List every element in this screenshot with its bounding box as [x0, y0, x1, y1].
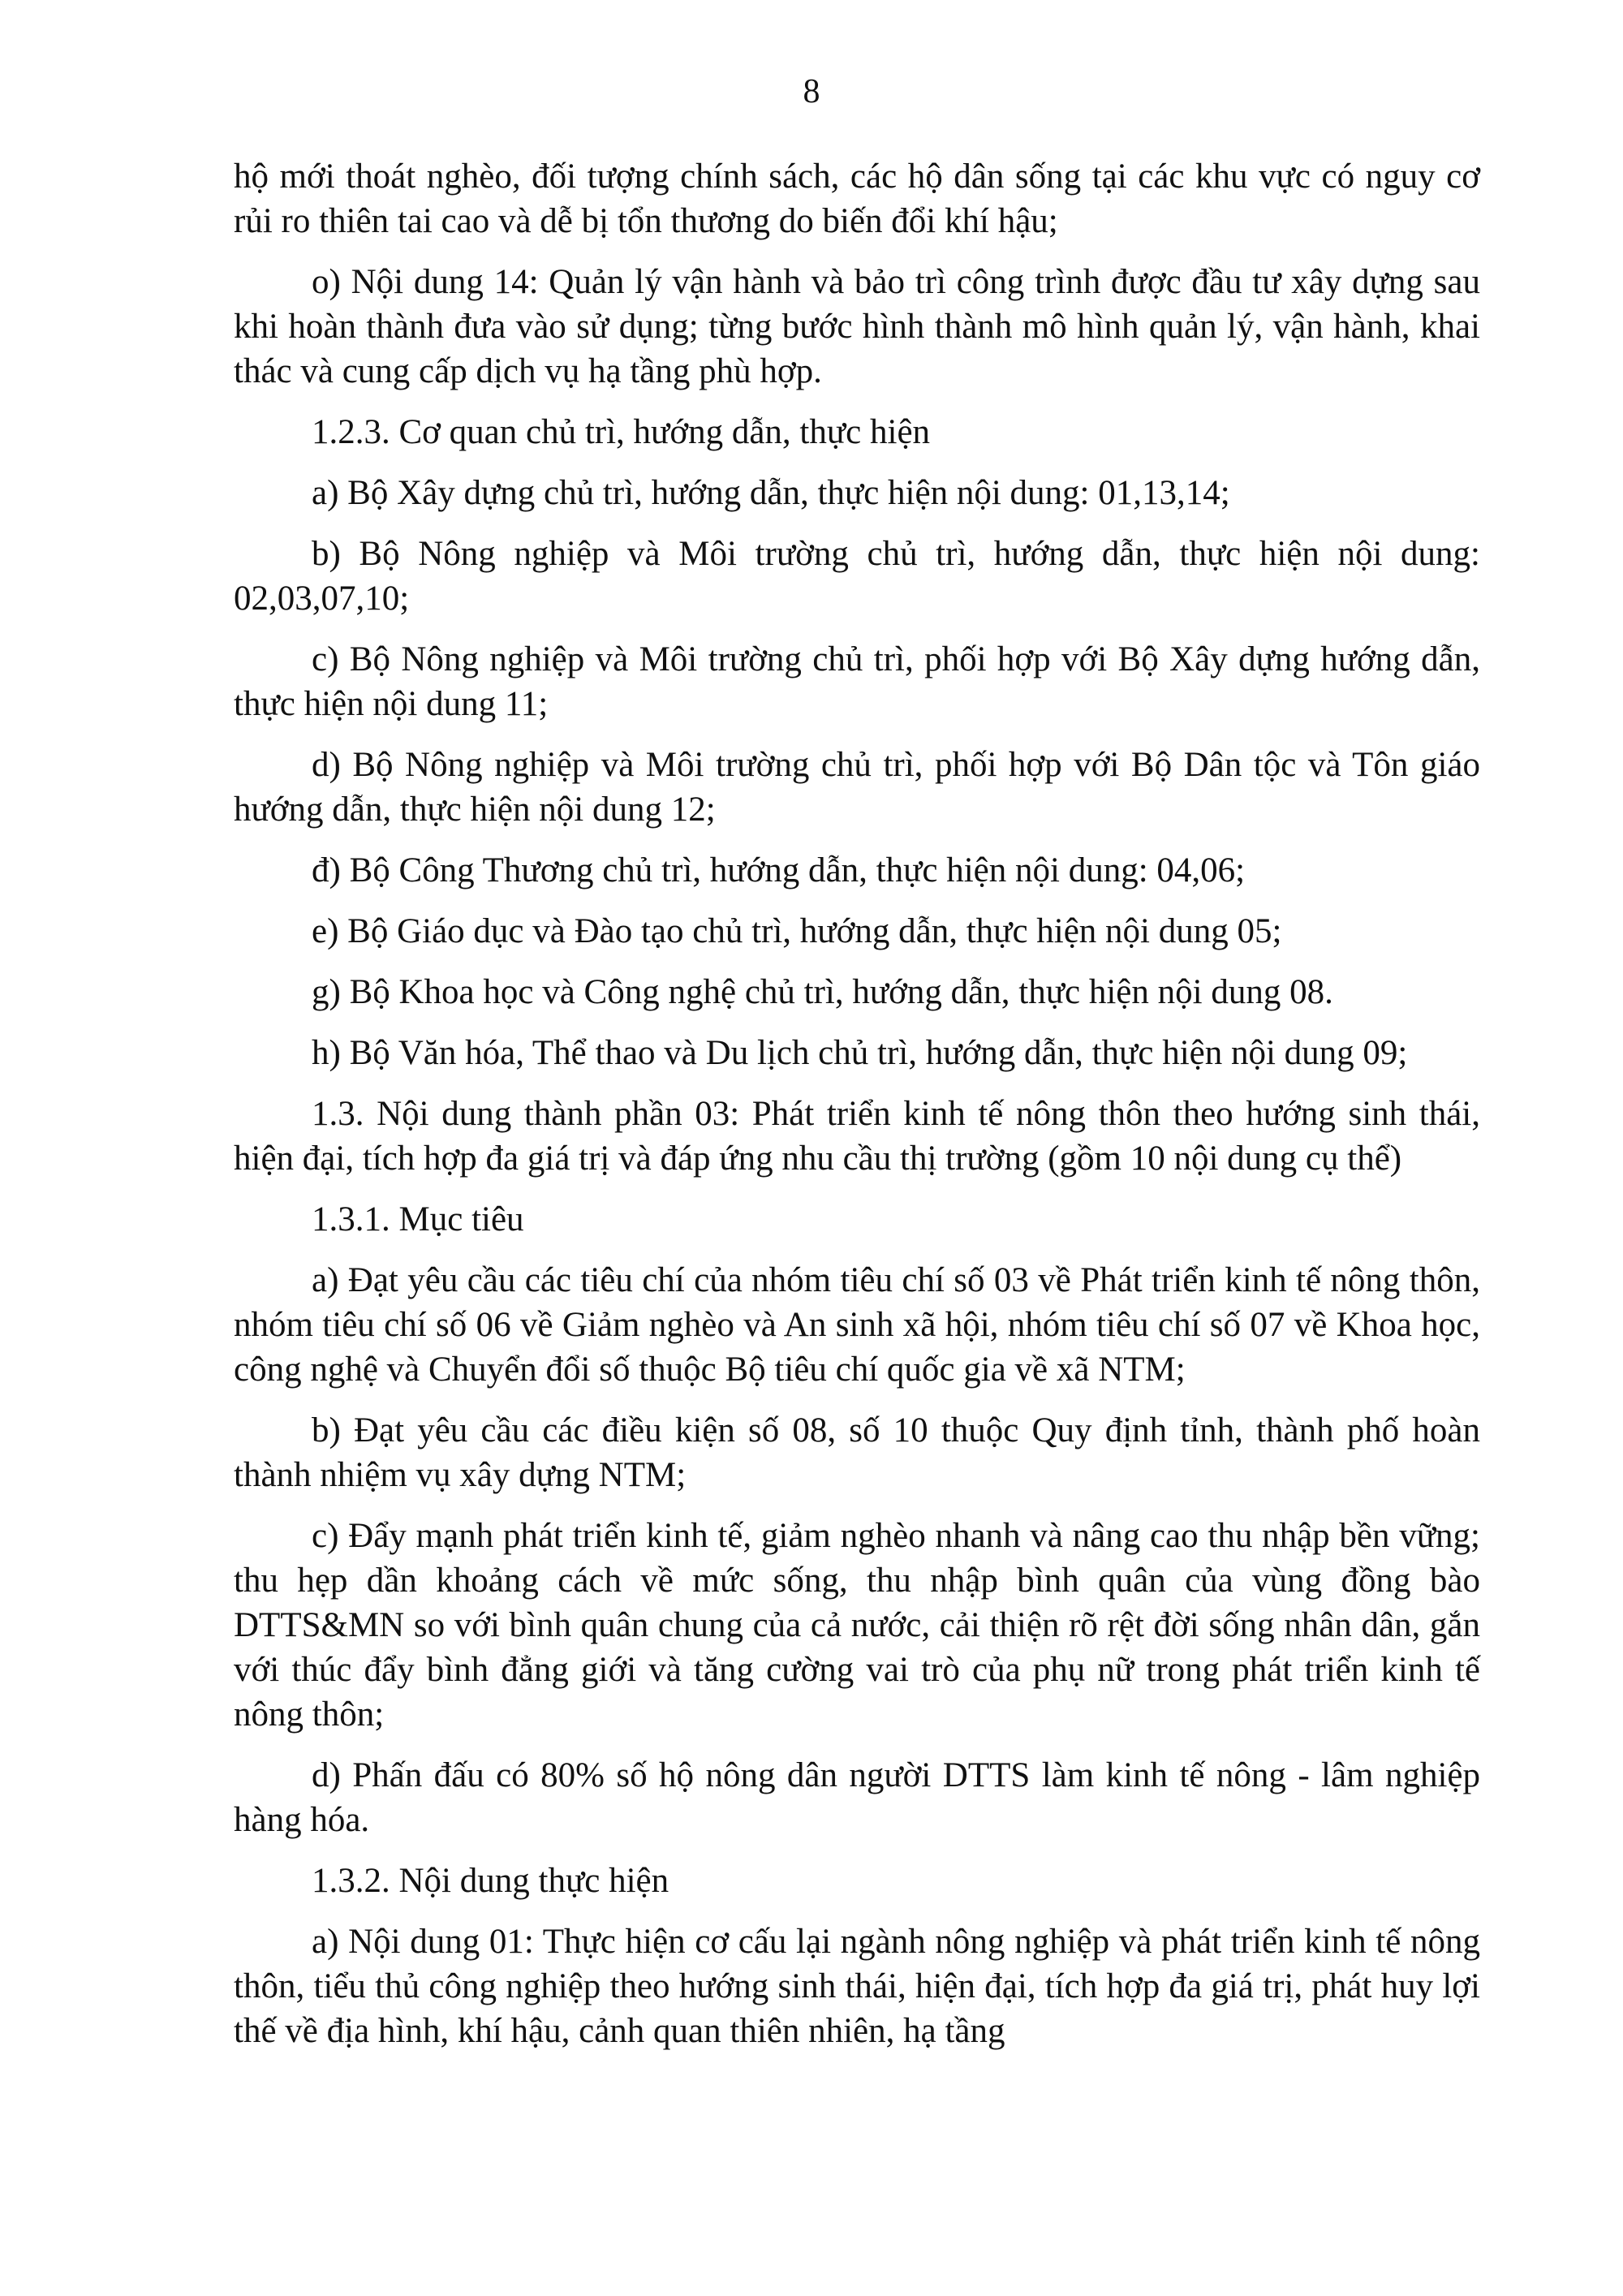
paragraph-objective-a: a) Đạt yêu cầu các tiêu chí của nhóm tiêu chí số 03 về Phát triển kinh tế nông thôn, nhóm tiêu chí số 06 về Giảm nghèo và An sinh xã hội, nhóm tiêu chí số 07 về Khoa học, công nghệ và Chuyển đổi số thuộc Bộ tiêu chí quốc gia về xã NTM; [234, 1261, 1480, 1389]
paragraph-item-b-agriculture: b) Bộ Nông nghiệp và Môi trường chủ trì, hướng dẫn, thực hiện nội dung: 02,03,07,10; [234, 535, 1480, 618]
paragraph-item-dd-industry-trade: đ) Bộ Công Thương chủ trì, hướng dẫn, thực hiện nội dung: 04,06; [312, 851, 1246, 890]
paragraph-objective-d: d) Phấn đấu có 80% số hộ nông dân người DTTS làm kinh tế nông - lâm nghiệp hàng hóa. [234, 1756, 1480, 1839]
paragraph-item-d-agriculture-ethnic: d) Bộ Nông nghiệp và Môi trường chủ trì, phối hợp với Bộ Dân tộc và Tôn giáo hướng dẫn, thực hiện nội dung 12; [234, 746, 1480, 829]
paragraph-continuation: hộ mới thoát nghèo, đối tượng chính sách, các hộ dân sống tại các khu vực có nguy cơ rủi ro thiên tai cao và dễ bị tổn thương do biến đổi khí hậu; [234, 157, 1480, 240]
section-heading-1-3-1: 1.3.1. Mục tiêu [312, 1200, 524, 1238]
document-body [234, 154, 1480, 2053]
section-heading-1-3-2: 1.3.2. Nội dung thực hiện [312, 1862, 669, 1900]
paragraph-item-c-agriculture-construction: c) Bộ Nông nghiệp và Môi trường chủ trì, phối hợp với Bộ Xây dựng hướng dẫn, thực hiện nội dung 11; [234, 640, 1480, 723]
section-heading-1-2-3: 1.2.3. Cơ quan chủ trì, hướng dẫn, thực hiện [312, 413, 931, 451]
paragraph-objective-c: c) Đẩy mạnh phát triển kinh tế, giảm nghèo nhanh và nâng cao thu nhập bền vững; thu hẹp dần khoảng cách về mức sống, thu nhập bình quân của vùng đồng bào DTTS&MN so với bình quân chung của cả nước, cải thiện rõ rệt đời sống nhân dân, gắn với thúc đẩy bình đẳng giới và tăng cường vai trò của phụ nữ trong phát triển kinh tế nông thôn; [234, 1517, 1480, 1734]
section-heading-1-3: 1.3. Nội dung thành phần 03: Phát triển kinh tế nông thôn theo hướng sinh thái, hiện đại, tích hợp đa giá trị và đáp ứng nhu cầu thị trường (gồm 10 nội dung cụ thể) [234, 1095, 1480, 1178]
paragraph-item-g-science: g) Bộ Khoa học và Công nghệ chủ trì, hướng dẫn, thực hiện nội dung 08. [312, 973, 1333, 1011]
paragraph-content-a: a) Nội dung 01: Thực hiện cơ cấu lại ngành nông nghiệp và phát triển kinh tế nông thôn, tiểu thủ công nghiệp theo hướng sinh thái, hiện đại, tích hợp đa giá trị, phát huy lợi thế về địa hình, khí hậu, cảnh quan thiên nhiên, hạ tầng [234, 1923, 1480, 2050]
paragraph-item-e-education: e) Bộ Giáo dục và Đào tạo chủ trì, hướng dẫn, thực hiện nội dung 05; [312, 912, 1282, 950]
paragraph-objective-b: b) Đạt yêu cầu các điều kiện số 08, số 10 thuộc Quy định tỉnh, thành phố hoàn thành nhiệm vụ xây dựng NTM; [234, 1411, 1480, 1494]
paragraph-item-h-culture: h) Bộ Văn hóa, Thể thao và Du lịch chủ trì, hướng dẫn, thực hiện nội dung 09; [312, 1034, 1408, 1072]
page-number: 8 [803, 73, 820, 110]
paragraph-item-a-construction: a) Bộ Xây dựng chủ trì, hướng dẫn, thực hiện nội dung: 01,13,14; [312, 474, 1230, 512]
paragraph-item-o-content-14: o) Nội dung 14: Quản lý vận hành và bảo trì công trình được đầu tư xây dựng sau khi hoàn thành đưa vào sử dụng; từng bước hình thành mô hình quản lý, vận hành, khai thác và cung cấp dịch vụ hạ tầng phù hợp. [234, 263, 1480, 390]
